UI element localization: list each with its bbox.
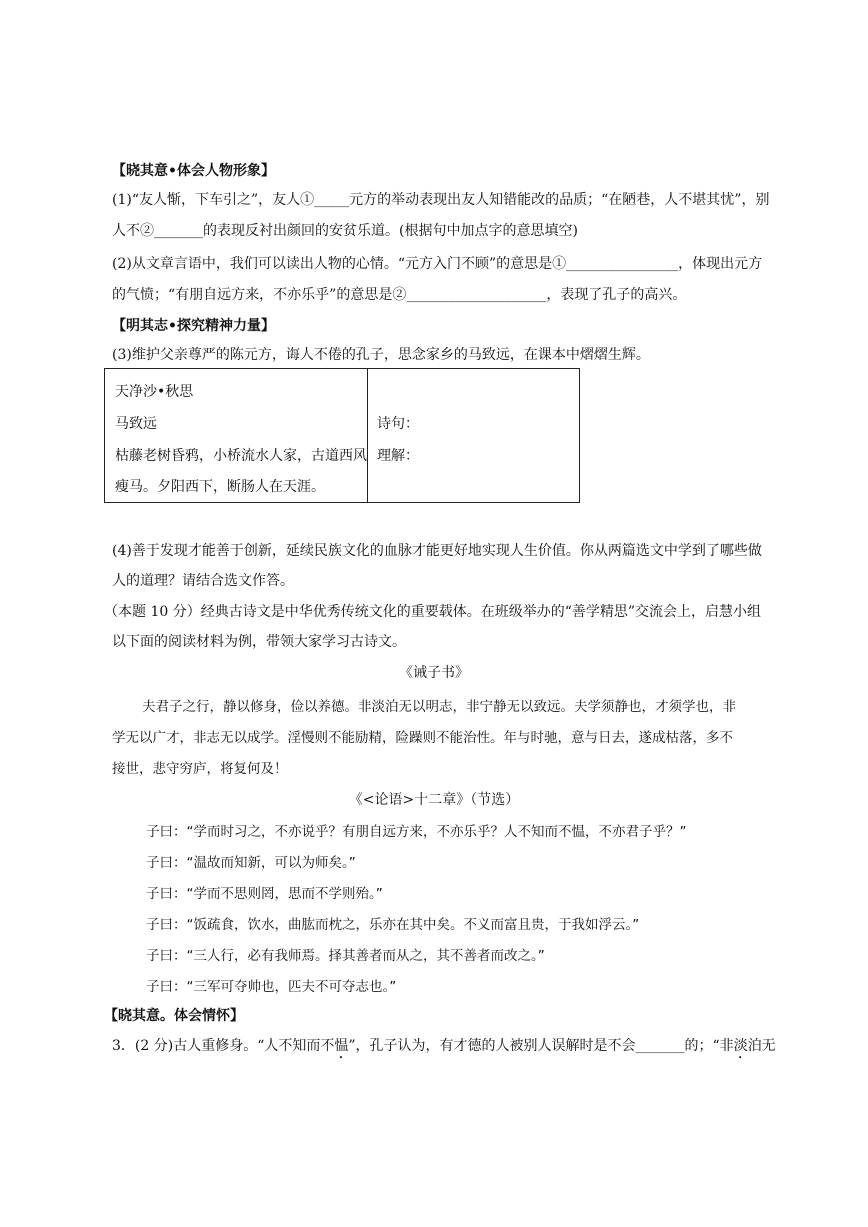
question-3: (3)维护父亲尊严的陈元方，诲人不倦的孔子，思念家乡的马致远，在课本中熠熠生辉。 (112, 347, 650, 363)
text-1-line-3: 接世，悲守穷庐，将复何及！ (112, 761, 288, 777)
table-divider (367, 369, 368, 502)
question-5 (112, 1036, 776, 1062)
section-title-sentiment: 【晓其意。体会情怀】 (104, 1008, 244, 1024)
verse-label: 诗句： (377, 416, 419, 432)
lunyu-line: 子曰：“学而时习之，不亦说乎？有朋自远方来，不亦乐乎？人不知而不愠，不亦君子乎？” (146, 824, 687, 840)
dotted-character: 淡 (733, 1038, 748, 1054)
text-2-title: 《<论语>十二章》（节选） (348, 792, 520, 808)
poem-title: 天净沙•秋思 (115, 384, 194, 400)
poem-line-2: 瘦马。夕阳西下，断肠人在天涯。 (115, 479, 325, 495)
lunyu-line: 子曰：“饭疏食，饮水，曲肱而枕之，乐亦在其中矣。不义而富且贵，于我如浮云。” (146, 917, 640, 933)
lunyu-line: 子曰：“三军可夺帅也，匹夫不可夺志也。” (146, 979, 397, 995)
intro-line-1: （本题 10 分）经典古诗文是中华优秀传统文化的重要载体。在班级举办的“善学精思”交流会上，启慧小组 (104, 604, 762, 620)
lunyu-line: 子曰：“温故而知新，可以为师矣。” (146, 855, 356, 871)
question-1-line-1: (1)“友人惭，下车引之”，友人①_____元方的举动表现出友人知错能改的品质；“在陋巷，人不堪其忧”，别 (112, 192, 770, 208)
text-1-line-1: 夫君子之行，静以修身，俭以养德。非淡泊无以明志，非宁静无以致远。夫学须静也，才须学也，非 (142, 699, 736, 715)
poem-line-1: 枯藤老树昏鸦，小桥流水人家，古道西风 (115, 448, 367, 464)
question-4-line-1: (4)善于发现才能善于创新，延续民族文化的血脉才能更好地实现人生价值。你从两篇选文中学到了哪些做 (112, 543, 762, 559)
question-2-line-2: 的气愤；“有朋自远方来，不亦乐乎”的意思是②____________________，表现了孔子的高兴。 (112, 287, 687, 303)
question-1-line-2: 人不②_______的表现反衬出颜回的安贫乐道。(根据句中加点字的意思填空) (112, 223, 578, 239)
poem-author: 马致远 (115, 416, 157, 432)
intro-line-2: 以下面的阅读材料为例，带领大家学习古诗文。 (112, 634, 406, 650)
lunyu-line: 子曰：“学而不思则罔，思而不学则殆。” (146, 886, 383, 902)
section-title-understanding: 【晓其意•体会人物形象】 (112, 163, 275, 179)
understanding-label: 理解： (377, 448, 419, 464)
dotted-character: 愠 (334, 1038, 349, 1054)
question-4-line-2: 人的道理？请结合选文作答。 (112, 573, 294, 589)
question-5-text: 泊无 (747, 1038, 776, 1054)
lunyu-line: 子曰：“三人行，必有我师焉。择其善者而从之，其不善者而改之。” (146, 948, 545, 964)
text-1-title: 《诫子书》 (399, 665, 469, 681)
question-2-line-1: (2)从文章言语中，我们可以读出人物的心情。“元方入门不顾”的意思是①________________，体现出元方 (112, 256, 763, 272)
text-1-line-2: 学无以广才，非志无以成学。淫慢则不能励精，险躁则不能治性。年与时驰，意与日去，遂成枯落，多不 (112, 730, 733, 746)
section-title-spirit: 【明其志•探究精神力量】 (112, 318, 275, 334)
question-5-text: ”，孔子认为，有才德的人被别人误解时是不会_______的；“非 (348, 1038, 734, 1054)
poem-table (104, 368, 580, 503)
question-5-text: 3．(2 分)古人重修身。“人不知而不 (112, 1038, 335, 1054)
